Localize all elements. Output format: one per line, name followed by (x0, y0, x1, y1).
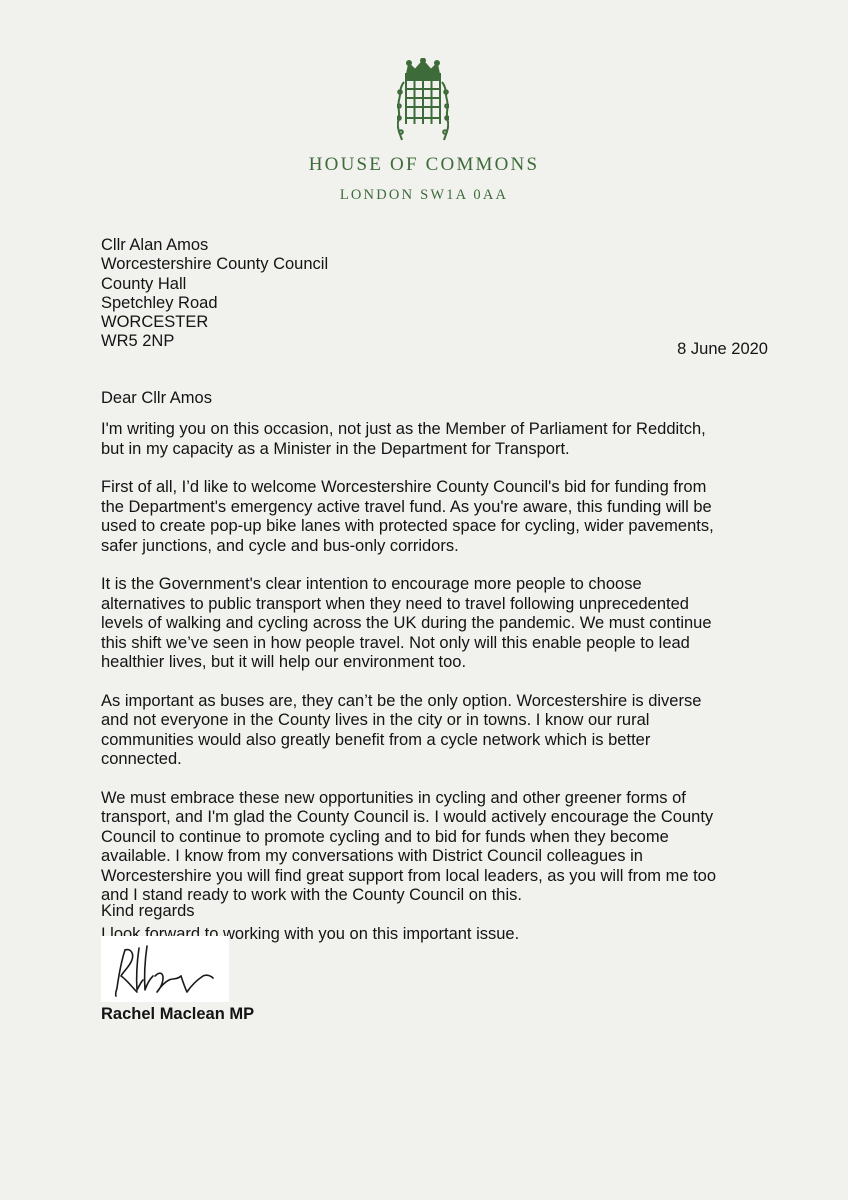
recipient-line: WR5 2NP (101, 332, 175, 351)
body-paragraph: It is the Government's clear intention to encourage more people to choose alternatives to public transport when they need to travel following unprecedented levels of walking and cycling across the UK during the pandemic. We must continue this shift we’ve seen in how people travel. Not only will this enable people to lead healthier lives, but it will help our environment too. (101, 575, 712, 671)
recipient-line: Worcestershire County Council (101, 255, 329, 274)
portcullis-crest-icon (397, 58, 449, 146)
body-paragraph: First of all, I’d like to welcome Worcestershire County Council's bid for funding from the Department's emergency active travel fund. As you're aware, this funding will be used to create pop-up bike lanes with protected space for cycling, wider pavements, safer junctions, and cycle and bus-only corridors. (101, 478, 714, 555)
body-paragraph: I'm writing you on this occasion, not just as the Member of Parliament for Redditch, but in my capacity as a Minister in the Department for Transport. (101, 420, 706, 458)
recipient-line: WORCESTER (101, 313, 209, 332)
letterhead-address: LONDON SW1A 0AA (339, 187, 509, 203)
letter-body (101, 420, 781, 963)
recipient-address (101, 236, 328, 352)
handwritten-signature (101, 936, 229, 1002)
signer-name: Rachel Maclean MP (101, 1005, 255, 1023)
recipient-line: Cllr Alan Amos (101, 236, 209, 254)
body-paragraph: I look forward to working with you on this important issue. (101, 924, 520, 943)
salutation: Dear Cllr Amos (101, 389, 212, 407)
closing: Kind regards (101, 902, 195, 920)
body-paragraph: As important as buses are, they can’t be the only option. Worcestershire is diverse and not everyone in the County lives in the city or in towns. I know our rural communities would also greatly benefit from a cycle network which is better connected. (101, 691, 702, 768)
recipient-line: County Hall (101, 274, 187, 293)
letter-date: 8 June 2020 (677, 340, 768, 358)
letterhead-title: HOUSE OF COMMONS (308, 154, 540, 175)
body-paragraph: We must embrace these new opportunities in cycling and other greener forms of transport, and I'm glad the County Council is. I would actively encourage the County Council to continue to promote cycling and to bid for funds when they become available. I know from my conversations with District Council colleagues in Worcestershire you will find great support from local leaders, as you will from me too and I stand ready to work with the County Council on this. (101, 788, 717, 904)
recipient-line: Spetchley Road (101, 293, 218, 312)
